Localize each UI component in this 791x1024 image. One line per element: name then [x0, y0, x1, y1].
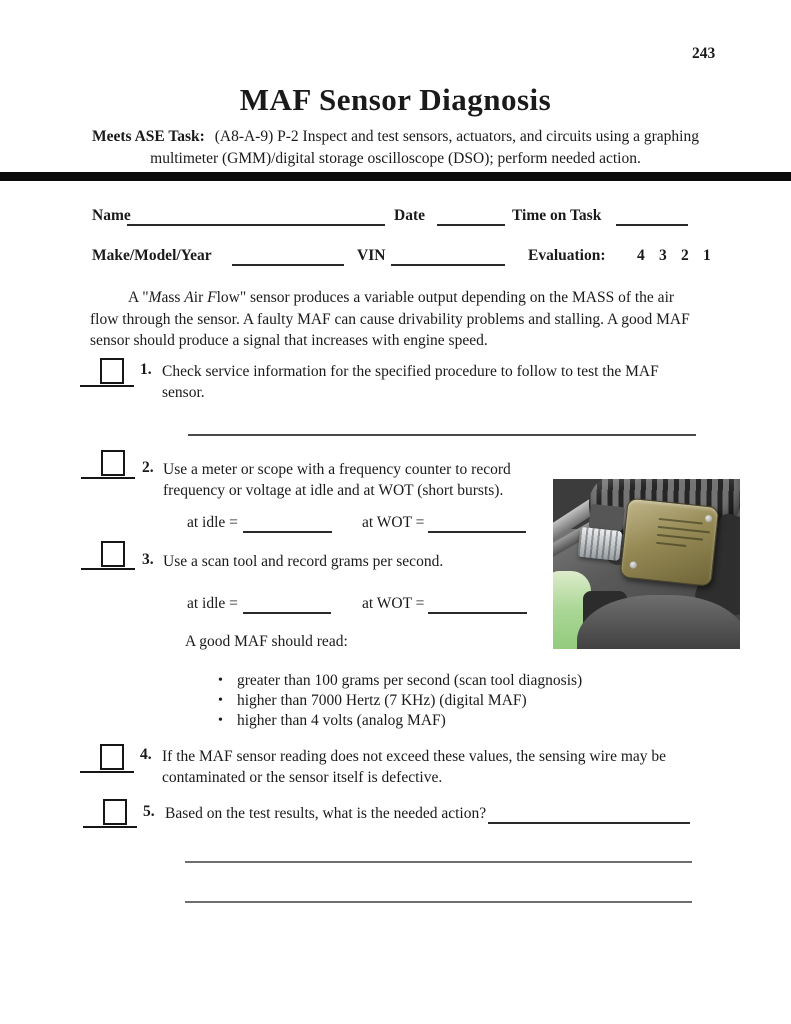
task4-checkbox[interactable] [100, 744, 124, 770]
task2-at-idle-label: at idle = [187, 514, 238, 531]
vin-label: VIN [357, 247, 386, 264]
task1-checkbox[interactable] [100, 358, 124, 384]
bullet-item: • higher than 4 volts (analog MAF) [218, 712, 446, 729]
task1-number: 1. [140, 361, 152, 378]
intro-line1: A "Mass Air Flow" sensor produces a variable output depending on the MASS of the air [128, 289, 675, 306]
page-number: 243 [692, 45, 716, 62]
task3-at-idle-line[interactable] [243, 612, 331, 614]
sensor-bracket [589, 504, 625, 531]
task2-text: Use a meter or scope with a frequency counter to record frequency or voltage at idle and at WOT (short bursts). [163, 461, 511, 499]
task4-checkbox-line [80, 771, 134, 773]
task3-text: Use a scan tool and record grams per second. [163, 553, 444, 570]
maf-sensor-photo [553, 479, 740, 649]
intro-line2: flow through the sensor. A faulty MAF can cause drivability problems and stalling. A good MAF [90, 310, 690, 328]
time-on-task-line[interactable] [616, 224, 688, 226]
bullet-item: • higher than 7000 Hertz (7 KHz) (digital MAF) [218, 692, 527, 709]
ase-task-text: (A8-A-9) P-2 Inspect and test sensors, actuators, and circuits using a graphing [214, 128, 699, 145]
name-line[interactable] [127, 224, 385, 226]
task1-text: Check service information for the specified procedure to follow to test the MAF sensor. [162, 363, 659, 401]
answer-line-extra-2[interactable] [185, 901, 692, 903]
evaluation-option-1[interactable]: 1 [703, 247, 711, 264]
task4-number: 4. [140, 746, 152, 763]
maf-sensor-module [589, 494, 728, 597]
bullet-icon: • [218, 713, 223, 728]
evaluation-option-4[interactable]: 4 [637, 247, 645, 264]
answer-line-extra-1[interactable] [185, 861, 692, 863]
task2-at-wot-label: at WOT = [362, 514, 425, 531]
task3-at-idle-label: at idle = [187, 595, 238, 612]
page-title: MAF Sensor Diagnosis [239, 82, 552, 117]
bullet-icon: • [218, 693, 223, 708]
ase-task-line1 [0, 128, 791, 146]
task2-number: 2. [142, 459, 154, 476]
task5-checkbox-line [83, 826, 137, 828]
ase-task-line2: multimeter (GMM)/digital storage oscilloscope (DSO); perform needed action. [150, 150, 641, 167]
evaluation-label: Evaluation: [528, 247, 606, 264]
date-label: Date [394, 207, 425, 224]
intro-paragraph [90, 287, 690, 352]
screw-icon [705, 515, 713, 523]
evaluation-option-3[interactable]: 3 [659, 247, 667, 264]
task1-checkbox-line [80, 385, 134, 387]
task2-at-idle-line[interactable] [243, 531, 332, 533]
task4-text: If the MAF sensor reading does not exceed these values, the sensing wire may be contaminated or the sensor itself is defective. [162, 748, 667, 786]
task3-at-wot-line[interactable] [428, 612, 527, 614]
time-on-task-label: Time on Task [512, 207, 602, 224]
task2-checkbox[interactable] [101, 450, 125, 476]
sensor-connector [577, 527, 622, 561]
name-label: Name [92, 207, 131, 224]
maf-sensor-body [620, 498, 720, 587]
task5-number: 5. [143, 803, 155, 820]
task1-answer-line[interactable] [188, 434, 696, 436]
make-model-year-label: Make/Model/Year [92, 247, 212, 264]
task2-checkbox-line [81, 477, 135, 479]
good-maf-heading: A good MAF should read: [185, 633, 348, 650]
bullet-icon: • [218, 673, 223, 688]
task3-number: 3. [142, 551, 154, 568]
intro-line3: sensor should produce a signal that increases with engine speed. [90, 332, 488, 349]
task3-checkbox-line [81, 568, 135, 570]
screw-icon [630, 561, 638, 569]
ase-task-label: Meets ASE Task: [92, 128, 205, 145]
task5-answer-line[interactable] [488, 822, 690, 824]
task3-at-wot-label: at WOT = [362, 595, 425, 612]
task2-at-wot-line[interactable] [428, 531, 526, 533]
task3-checkbox[interactable] [101, 541, 125, 567]
make-model-year-line[interactable] [232, 264, 344, 266]
task5-text: Based on the test results, what is the needed action? [165, 805, 487, 822]
evaluation-option-2[interactable]: 2 [681, 247, 689, 264]
vin-line[interactable] [391, 264, 505, 266]
date-line[interactable] [437, 224, 505, 226]
bullet-item: • greater than 100 grams per second (scan tool diagnosis) [218, 672, 583, 689]
header-divider [0, 172, 791, 181]
task5-checkbox[interactable] [103, 799, 127, 825]
